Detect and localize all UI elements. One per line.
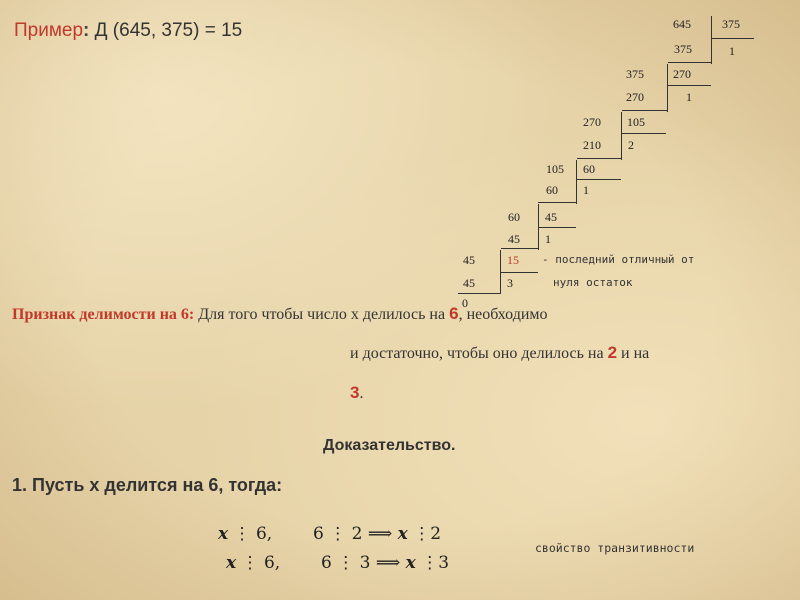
criterion-number: 3 [350, 383, 360, 402]
math-number: 6 [313, 524, 324, 544]
ladder-number: 1 [729, 44, 735, 58]
math-number: 2 [430, 524, 442, 544]
math-number: 3 [438, 553, 450, 573]
ladder-line [501, 248, 538, 249]
criterion-number: 6 [449, 304, 459, 323]
implies-symbol: ⟹ [375, 553, 401, 573]
ladder-line [538, 202, 576, 203]
math-number: 3 [359, 553, 371, 573]
criterion-text: и на [617, 345, 650, 362]
divides-symbol: ⋮ [329, 524, 347, 544]
divides-symbol: ⋮ [421, 553, 439, 573]
criterion-end: . [359, 385, 364, 402]
ladder-line [667, 64, 668, 112]
ladder-line [621, 133, 666, 134]
math-var: x [405, 553, 416, 573]
criterion-number: 2 [607, 343, 618, 362]
math-var: x [226, 553, 237, 573]
math-line-1 [218, 524, 441, 544]
criterion-text: , необходимо [458, 306, 548, 323]
ladder-line [538, 227, 576, 228]
ladder-number: 3 [507, 276, 513, 290]
ladder-line [576, 179, 621, 180]
example-expression: Д (645, 375) = 15 [89, 20, 243, 41]
ladder-number: 270 [626, 90, 644, 104]
ladder-number: 45 [463, 276, 475, 290]
proof-title: Доказательство. [323, 437, 456, 454]
math-var: x [218, 524, 229, 544]
ladder-number: 45 [545, 210, 557, 224]
ladder-number: 105 [546, 162, 564, 176]
ladder-number: 45 [463, 253, 475, 267]
ladder-number: 105 [627, 115, 645, 129]
math-number: 6, [263, 553, 281, 573]
ladder-line [711, 38, 754, 39]
ladder-number: 2 [628, 138, 634, 152]
transitivity-note: свойство транзитивности [535, 541, 695, 555]
divides-symbol: ⋮ [233, 524, 251, 544]
example-label: Пример [14, 20, 84, 41]
ladder-number: 375 [722, 17, 740, 31]
math-number: 6, [255, 524, 273, 544]
criterion-line2 [350, 343, 649, 363]
ladder-number: 1 [583, 183, 589, 197]
ladder-number: 375 [674, 42, 692, 56]
ladder-number: 1 [686, 90, 692, 104]
ladder-number: 375 [626, 67, 644, 81]
divides-symbol: ⋮ [241, 553, 259, 573]
criterion-label: Признак делимости на 6: [12, 306, 195, 323]
ladder-number: 45 [508, 232, 520, 246]
ladder-number: 270 [583, 115, 601, 129]
ladder-line [667, 85, 711, 86]
ladder-line [458, 293, 500, 294]
proof-step-1: 1. Пусть х делится на 6, тогда: [12, 475, 283, 495]
ladder-number: 645 [673, 17, 691, 31]
criterion-text: и достаточно, чтобы оно делилось на [350, 345, 608, 362]
math-line-2 [226, 553, 449, 573]
criterion-line3 [350, 383, 363, 403]
ladder-number: 60 [546, 183, 558, 197]
math-number: 2 [351, 524, 363, 544]
gcd-caption-line2: нуля остаток [553, 276, 633, 289]
ladder-line [622, 110, 667, 111]
ladder-line [577, 158, 621, 159]
gcd-caption-line1: - последний отличный от [542, 253, 695, 266]
example-title [14, 20, 242, 42]
implies-symbol: ⟹ [367, 524, 393, 544]
ladder-line [500, 272, 538, 273]
ladder-number: 60 [583, 162, 595, 176]
ladder-line [711, 16, 712, 64]
ladder-line [621, 112, 622, 160]
criterion-text: Для того чтобы число х делилось на [194, 306, 450, 323]
ladder-number: 210 [583, 138, 601, 152]
ladder-line [576, 160, 577, 204]
final-remainder: 0 [462, 296, 468, 310]
ladder-number: 60 [508, 210, 520, 224]
ladder-number: 270 [673, 67, 691, 81]
gcd-result: 15 [507, 253, 519, 267]
example-colon: : [83, 20, 90, 41]
ladder-line [668, 62, 711, 63]
ladder-number: 1 [545, 232, 551, 246]
math-var: x [397, 524, 408, 544]
math-number: 6 [321, 553, 332, 573]
criterion-line1 [12, 304, 548, 324]
divides-symbol: ⋮ [413, 524, 431, 544]
divides-symbol: ⋮ [337, 553, 355, 573]
